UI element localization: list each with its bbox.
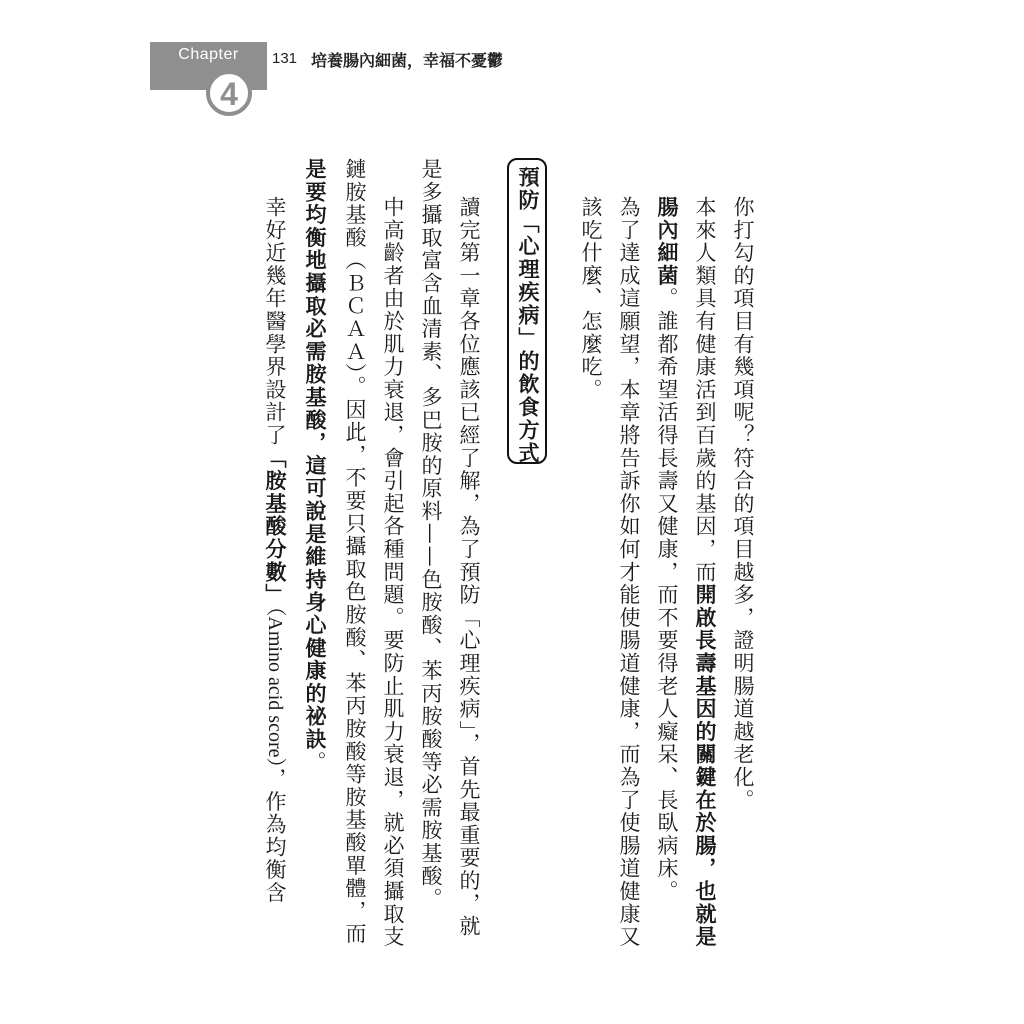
text-column-3 (650, 196, 684, 903)
paragraph-5-line-2: 鏈胺基酸（ＢＣＡＡ）。因此，不要只攝取色胺酸、苯丙胺酸等胺基酸單體，而 (343, 158, 367, 946)
paragraph-5-line-3-end: 。 (303, 750, 327, 774)
section-heading: 預防「心理疾病」的飲食方式 (516, 166, 540, 465)
text-column-4 (612, 196, 646, 948)
paragraph-6-latin-term: （Amino acid score） (264, 606, 286, 768)
running-title: 培養腸內細菌，幸福不憂鬱 (311, 51, 504, 70)
paragraph-6-line-1: 幸好近幾年醫學界設計了 (263, 196, 287, 447)
paragraph-5-emphasis: 是要均衡地攝取必需胺基酸，這可說是維持身心健康的祕訣 (303, 158, 327, 751)
text-column-6 (452, 196, 486, 938)
section-heading-box (507, 158, 547, 464)
text-column-1 (726, 196, 760, 812)
text-column-9 (338, 158, 372, 946)
paragraph-2-line-1: 本來人類具有健康活到百歲的基因，而 (693, 196, 717, 584)
chapter-number: 4 (220, 76, 238, 112)
chapter-number-badge (206, 70, 252, 116)
paragraph-2-line-2: 。誰都希望活得長壽又健康，而不要得老人癡呆、長臥病床。 (655, 287, 679, 903)
paragraph-3-line-2: 該吃什麼、怎麼吃。 (579, 196, 603, 402)
paragraph-2-emphasis-cont: 腸內細菌 (655, 196, 679, 288)
paragraph-4-line-1: 讀完第一章各位應該已經了解，為了預防「心理疾病」，首先最重要的，就 (457, 196, 481, 938)
paragraph-1-line-1: 你打勾的項目有幾項呢？符合的項目越多，證明腸道越老化。 (731, 196, 755, 812)
paragraph-2-emphasis: 開啟長壽基因的關鍵在於腸，也就是 (693, 583, 717, 949)
page-header (0, 0, 1024, 130)
text-column-11 (258, 196, 292, 904)
paragraph-4-line-2: 是多攝取富含血清素、多巴胺的原料——色胺酸、苯丙胺酸等必需胺基酸。 (419, 158, 443, 911)
paragraph-6-emphasis: 「胺基酸分數」 (263, 446, 287, 607)
text-column-7 (414, 158, 448, 910)
text-column-8 (376, 196, 410, 948)
text-column-5 (574, 196, 608, 401)
text-column-10 (298, 158, 332, 774)
text-column-2 (688, 196, 722, 948)
paragraph-5-line-1: 中高齡者由於肌力衰退，會引起各種問題。要防止肌力衰退，就必須攝取支 (381, 196, 405, 949)
paragraph-3-line-1: 為了達成這願望，本章將告訴你如何才能使腸道健康，而為了使腸道健康又 (617, 196, 641, 949)
page-number: 131 (272, 50, 298, 67)
paragraph-6-line-1-end: ，作為均衡含 (263, 767, 287, 905)
chapter-label: Chapter (178, 46, 239, 63)
